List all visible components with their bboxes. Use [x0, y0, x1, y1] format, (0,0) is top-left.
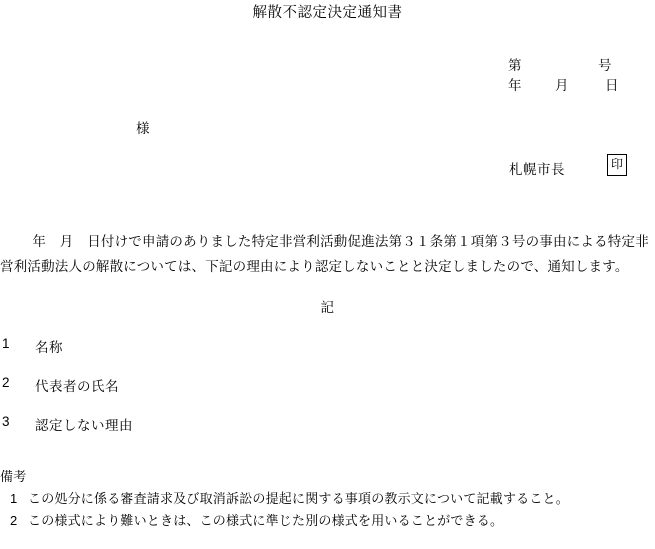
note-item [0, 488, 655, 510]
date-year-label: 年 [508, 78, 522, 93]
body-paragraph: 年 月 日付けで申請のありました特定非営利活動促進法第３１条第１項第３号の事由による特定非営利活動法人の解散については、下記の理由により認定しないことと決定しましたので、通知します。 [0, 234, 649, 274]
item-label: 名称 [35, 340, 63, 355]
seal-stamp-box: 印 [607, 154, 627, 176]
item-label: 認定しない理由 [35, 418, 133, 433]
list-item [2, 336, 502, 375]
list-item [2, 375, 502, 414]
date-day-label: 日 [605, 78, 619, 93]
item-number: 1 [2, 336, 11, 351]
addressee-honorific: 様 [136, 121, 150, 136]
list-item [2, 414, 502, 453]
document-number-suffix: 号 [598, 58, 612, 73]
document-number-line [508, 56, 648, 76]
note-item [0, 510, 655, 532]
note-text: この処分に係る審査請求及び取消訴訟の提起に関する事項の教示文について記載すること。 [28, 491, 569, 506]
item-number: 3 [2, 414, 11, 429]
document-number-block [508, 56, 648, 96]
item-number: 2 [2, 375, 11, 390]
item-list [2, 336, 502, 453]
item-label: 代表者の氏名 [35, 379, 119, 394]
issuer-name: 札幌市長 [509, 162, 565, 177]
ki-heading: 記 [320, 300, 335, 315]
document-number-prefix: 第 [508, 58, 522, 73]
document-date-line [508, 76, 648, 96]
body-text [0, 229, 655, 279]
date-month-label: 月 [555, 78, 569, 93]
notes-heading: 備考 [0, 469, 27, 484]
note-text: この様式により難いときは、この様式に準じた別の様式を用いることができる。 [28, 513, 504, 528]
document-title: 解散不認定決定通知書 [252, 5, 403, 21]
notes-section [0, 466, 655, 532]
note-number: 2 [10, 513, 18, 528]
note-number: 1 [10, 491, 18, 506]
